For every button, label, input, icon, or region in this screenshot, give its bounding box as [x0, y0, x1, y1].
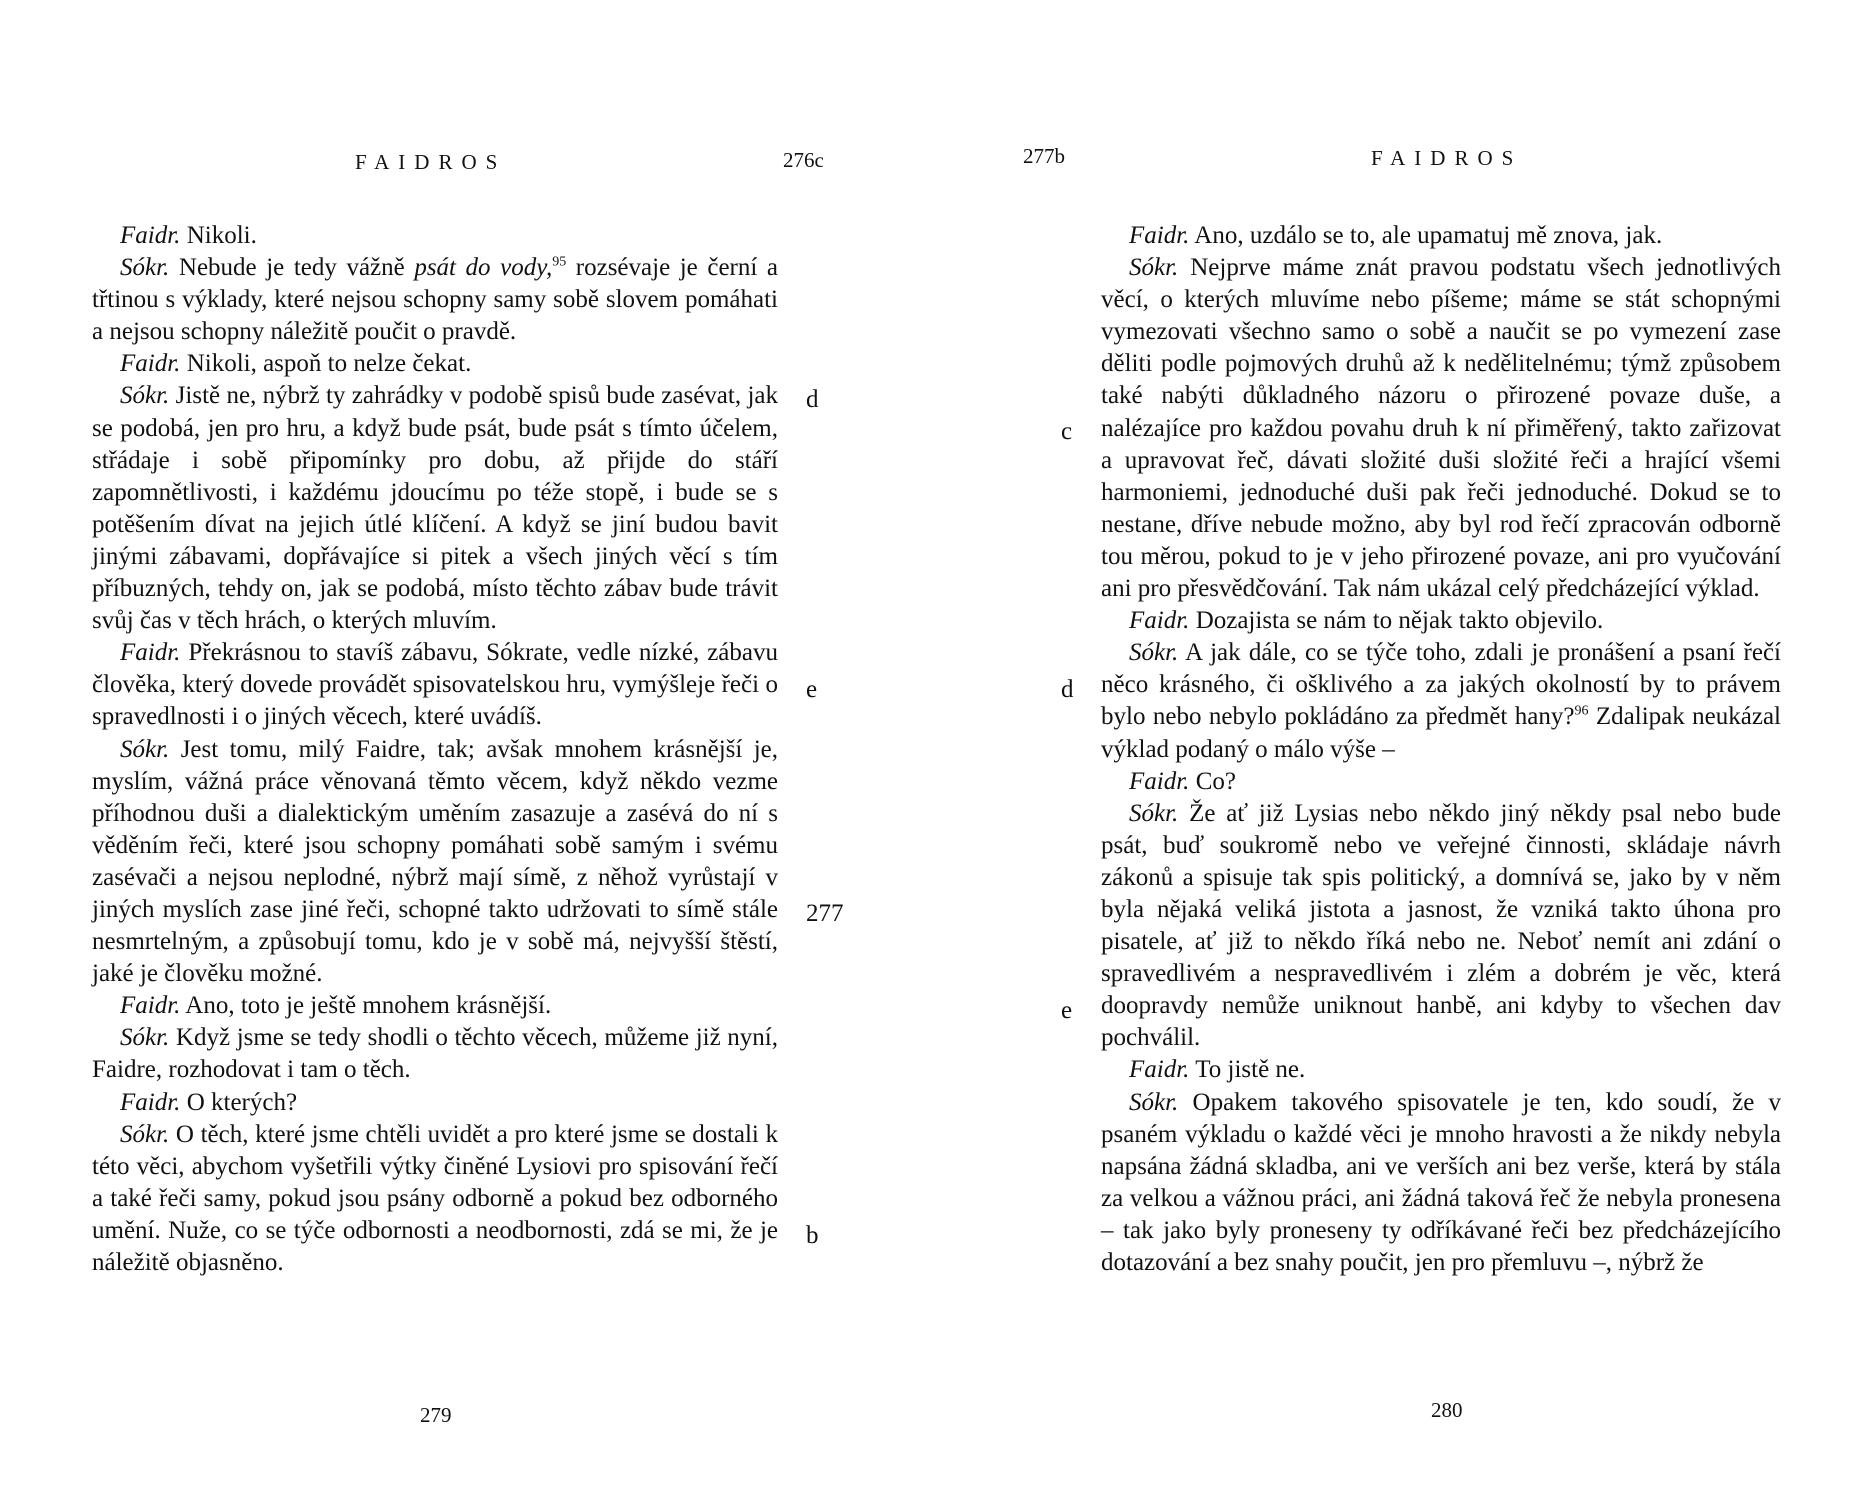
page-number: 280 — [1431, 1398, 1463, 1422]
margin-marker: d — [1061, 676, 1074, 703]
paragraph — [92, 380, 778, 637]
footnote-ref[interactable]: 96 — [1574, 704, 1589, 720]
running-head: FAIDROS — [1371, 146, 1523, 170]
margin-marker: e — [806, 676, 818, 703]
stephanus-marker: 277b — [1023, 144, 1065, 168]
page-number: 279 — [420, 1403, 452, 1427]
stephanus-marker: 276c — [783, 148, 824, 172]
margin-marker: c — [1061, 418, 1073, 445]
paragraph — [1101, 220, 1781, 252]
speech: Překrásnou to stavíš zábavu, Sókrate, vedle nízké, zábavu člověka, který dovede provádět spisovatelskou hru, vymýšleje řeči o spravedlnosti i o jiných věcech, které uvádíš. — [92, 639, 778, 731]
footnote-ref[interactable]: 95 — [552, 254, 567, 270]
speaker: Sókr. — [1129, 1088, 1179, 1116]
paragraph — [92, 1119, 778, 1279]
speech: Jistě ne, nýbrž ty zahrádky v podobě spisů bude zasévat, jak se podobá, jen pro hru, a když bude psát, bude psát s tímto účelem, střádaje i sobě připomínky pro dobu, až přijde do stáří zapomnětlivosti, i každému jdoucímu po téže stopě, i bude se s potěšením dívat na jejich útlé klíčení. A když se jiní budou bavit jinými zábavami, dopřávajíce si pitek a všech jiných věcí s tím příbuzných, tehdy on, jak se podobá, místo těchto zábav bude trávit svůj čas v těch hrách, o kterých mluvím. — [92, 382, 778, 635]
speech: Nikoli, aspoň to nelze čekat. — [180, 350, 472, 378]
speaker: Faidr. — [1129, 222, 1190, 249]
speech: rozsévaje je černí a třtinou s výklady, které nejsou schopny samy sobě slovem pomáhati a nejsou schopny náležitě poučit o pravdě. — [92, 254, 778, 346]
paragraph — [92, 220, 778, 252]
paragraph — [1101, 1087, 1781, 1280]
paragraph — [1101, 252, 1781, 605]
speech: Když jsme se tedy shodli o těchto věcech, můžeme již nyní, Faidre, rozhodovat i tam o těch. — [92, 1024, 778, 1084]
speaker: Sókr. — [120, 382, 170, 410]
left-text-body — [92, 220, 778, 1279]
running-head: FAIDROS — [355, 150, 507, 174]
speech: O těch, které jsme chtěli uvidět a pro které jsme se dostali k této věci, abychom vyšetřili výtky činěné Lysiovi pro spisování řečí a také řeči samy, pokud jsou psány odborně a pokud bez odborného umění. Nuže, co se týče odbornosti a neodbornosti, zdá se mi, že je náležitě objasněno. — [92, 1120, 778, 1276]
speech: Ano, uzdálo se to, ale upamatuj mě znova, jak. — [1189, 222, 1663, 249]
margin-marker: e — [1061, 997, 1073, 1024]
paragraph — [92, 734, 778, 991]
paragraph — [1101, 766, 1781, 798]
speech: Že ať již Lysias nebo někdo jiný někdy psal nebo bude psát, buď soukromě nebo ve veřejné činnosti, skládaje návrh zákonů a spisuje tak spis politický, a domnívá se, jako by v něm byla nějaká veliká jistota a jasnost, že vzniká takto úhona pro pisatele, ať již to někdo říká nebo ne. Neboť nemít ani zdání o spravedlivém a nespravedlivém i zlém a dobrém je věc, která doopravdy nemůže uniknout hanbě, ani kdyby to všechen dav pochválil. — [1101, 799, 1781, 1052]
speech: Co? — [1189, 767, 1236, 795]
speech: Ano, toto je ještě mnohem krásnější. — [180, 992, 552, 1020]
paragraph — [92, 1022, 778, 1086]
speaker: Faidr. — [1129, 607, 1190, 635]
speaker: Faidr. — [120, 350, 181, 378]
paragraph — [1101, 605, 1781, 637]
paragraph — [92, 990, 778, 1022]
paragraph — [1101, 1054, 1781, 1086]
speech: To jistě ne. — [1189, 1056, 1306, 1084]
right-page — [931, 0, 1862, 1501]
speech: Nebude je tedy vážně — [169, 254, 415, 282]
speaker: Sókr. — [1129, 799, 1179, 827]
speaker: Faidr. — [120, 992, 181, 1020]
speech: Zdalipak neukázal výklad podaný o málo výše – — [1101, 703, 1781, 763]
margin-marker: d — [806, 386, 819, 413]
speaker: Sókr. — [120, 254, 170, 282]
right-text-body — [1101, 220, 1781, 1279]
speaker: Faidr. — [120, 1088, 181, 1116]
speech: Opakem takového spisovatele je ten, kdo soudí, že v psaném výkladu o každé věci je mnoho hravosti a že nikdy nebyla napsána žádná skladba, ani ve verších ani bez verše, která by stála za velkou a vážnou práci, ani žádná taková řeč že nebyla pronesena – tak jako byly proneseny ty odříkávané řeči bez předcházejícího dotazování a bez snahy poučit, jen pro přemluvu –, nýbrž že — [1101, 1088, 1781, 1276]
speech: O kterých? — [180, 1088, 298, 1116]
speaker: Faidr. — [120, 639, 181, 667]
speaker: Sókr. — [1129, 639, 1179, 667]
paragraph — [1101, 637, 1781, 765]
paragraph — [92, 348, 778, 380]
speech: Jest tomu, milý Faidre, tak; avšak mnohem krásnější je, myslím, vážná práce věnovaná těmto věcem, když někdo vezme příhodnou duši a dialektickým uměním zasazuje a zasévá do ní s věděním řeči, které jsou schopny pomáhati sobě samým i svému zasévači a nejsou neplodné, nýbrž mají símě, z něhož vyrůstají v jiných myslích zase jiné řeči, schopné takto udržovati to símě stále nesmrtelným, a způsobují tomu, kdo je v sobě má, nejvyšší štěstí, jaké je člověku možné. — [92, 735, 778, 988]
speaker: Faidr. — [1129, 767, 1190, 795]
paragraph — [92, 1087, 778, 1119]
speaker: Sókr. — [120, 1024, 170, 1052]
margin-marker: b — [806, 1222, 819, 1249]
speech: Nikoli. — [180, 222, 257, 249]
speaker: Faidr. — [120, 222, 181, 249]
margin-marker: 277 — [806, 900, 844, 927]
speaker: Sókr. — [120, 1120, 170, 1148]
speech: A jak dále, co se týče toho, zdali je pronášení a psaní řečí něco krásného, či ošklivého a za jakých okolností by to právem bylo nebo nebylo pokládáno za předmět hany? — [1101, 639, 1781, 731]
paragraph — [92, 637, 778, 733]
speech: Dozajista se nám to nějak takto objevilo. — [1189, 607, 1604, 635]
speech: Nejprve máme znát pravou podstatu všech jednotlivých věcí, o kterých mluvíme nebo píšeme; máme se stát schopnými vymezovati všechno samo o sobě a naučit se po vymezení zase děliti podle pojmových druhů až k nedělitelnému; týmž způsobem také nabýti důkladného názoru o přirozené povaze duše, a nalézajíce pro každou povahu druh k ní přiměřený, takto zařizovat a upravovat řeč, dávati složité duši složité řeči a hrající všemi harmoniemi, jednoduché duši pak řeči jednoduché. Dokud se to nestane, dříve nebude možno, aby byl rod řečí zpracován odborně tou měrou, pokud to je v jeho přirozené povaze, ani pro vyučování ani pro přesvědčování. Tak nám ukázal celý předcházející výklad. — [1101, 254, 1781, 603]
speaker: Sókr. — [120, 735, 170, 763]
speaker: Sókr. — [1129, 254, 1179, 282]
speaker: Faidr. — [1129, 1056, 1190, 1084]
paragraph — [92, 252, 778, 348]
paragraph — [1101, 798, 1781, 1055]
italic-phrase: psát do vody, — [414, 254, 553, 282]
